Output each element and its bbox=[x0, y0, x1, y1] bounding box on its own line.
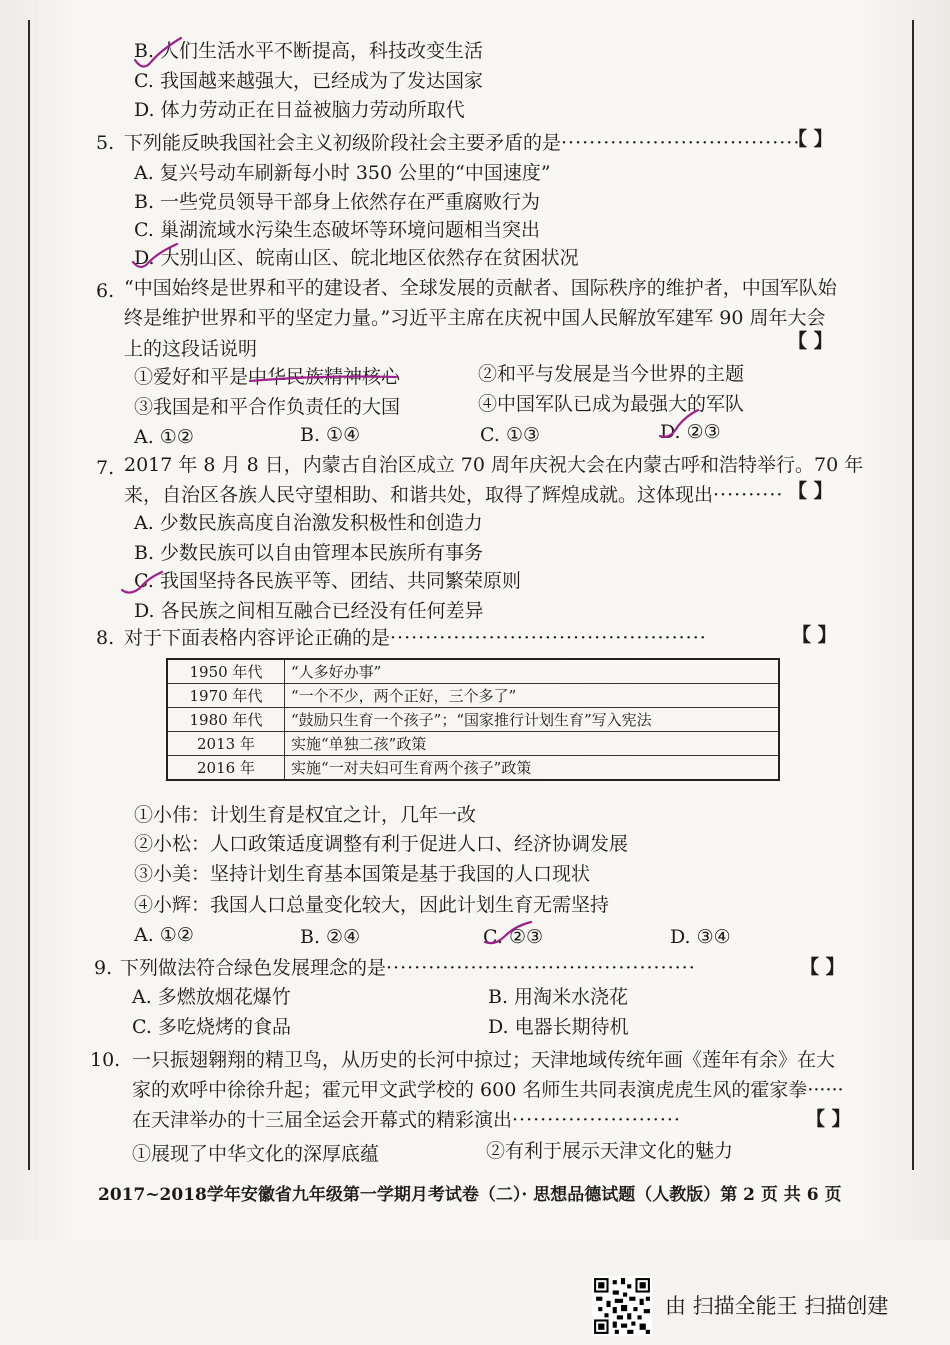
q7-answer-bracket: 【 】 bbox=[788, 480, 833, 502]
q9-answer-bracket: 【 】 bbox=[800, 956, 845, 978]
q8-statement-2: ②小松：人口政策适度调整有利于促进人口、经济协调发展 bbox=[134, 833, 629, 855]
scanner-watermark-text: 由 扫描全能王 扫描创建 bbox=[665, 1294, 889, 1318]
q9-option-a: A. 多燃放烟花爆竹 bbox=[132, 986, 291, 1008]
table-text-cell: “一个不少，两个正好，三个多了” bbox=[285, 684, 780, 708]
q7-option-d: D. 各民族之间相互融合已经没有任何差异 bbox=[134, 600, 484, 622]
q4-option-c: C. 我国越来越强大，已经成为了发达国家 bbox=[134, 70, 483, 92]
qr-code-icon bbox=[592, 1276, 652, 1336]
q8-stem: 对于下面表格内容评论正确的是············································· bbox=[124, 627, 707, 649]
q7-number: 7. bbox=[96, 457, 115, 479]
q8-option-a: A. ①② bbox=[134, 924, 194, 946]
q10-statement-2: ②有利于展示天津文化的魅力 bbox=[486, 1140, 734, 1162]
page-footer: 2017~2018学年安徽省九年级第一学期月考试卷（二）· 思想品德试题（人教版）第 2 页 共 6 页 bbox=[98, 1185, 842, 1205]
check-mark-q7 bbox=[122, 572, 162, 593]
q8-option-c: C. ②③ bbox=[483, 926, 544, 948]
q6-stem-line-3: 上的这段话说明 bbox=[124, 338, 258, 360]
table-year-cell: 2016 年 bbox=[167, 756, 285, 781]
q8-statement-1: ①小伟：计划生育是权宜之计，几年一改 bbox=[134, 804, 477, 826]
q6-option-d: D. ②③ bbox=[660, 421, 721, 443]
table-year-cell: 1980 年代 bbox=[167, 708, 285, 732]
q8-number: 8. bbox=[96, 627, 115, 649]
table-text-cell: “人多好办事” bbox=[285, 659, 780, 684]
q6-number: 6. bbox=[96, 280, 115, 302]
q6-option-a: A. ①② bbox=[134, 426, 194, 448]
q6-stem-line-1: “中国始终是世界和平的建设者、全球发展的贡献者、国际秩序的维护者，中国军队始 bbox=[124, 277, 837, 299]
q10-stem-line-2: 家的欢呼中徐徐升起；霍元甲文武学校的 600 名师生共同表演虎虎生风的霍家拳······ bbox=[132, 1079, 844, 1101]
q4-option-b: B. 人们生活水平不断提高，科技改变生活 bbox=[134, 40, 484, 62]
table-year-cell: 1970 年代 bbox=[167, 684, 285, 708]
q6-statement-4: ④中国军队已成为最强大的军队 bbox=[478, 393, 745, 415]
q5-option-a: A. 复兴号动车刷新每小时 350 公里的“中国速度” bbox=[134, 162, 551, 184]
q8-statement-4: ④小辉：我国人口总量变化较大，因此计划生育无需坚持 bbox=[134, 894, 610, 916]
table-year-cell: 1950 年代 bbox=[167, 659, 285, 684]
q6-answer-bracket: 【 】 bbox=[788, 330, 833, 352]
check-mark-q8 bbox=[485, 922, 531, 943]
check-mark-q6 bbox=[660, 410, 698, 437]
table-year-cell: 2013 年 bbox=[167, 732, 285, 756]
q5-number: 5. bbox=[96, 132, 115, 154]
q9-option-b: B. 用淘米水浇花 bbox=[488, 986, 629, 1008]
q6-statement-2: ②和平与发展是当今世界的主题 bbox=[478, 363, 745, 385]
check-mark-q5 bbox=[133, 244, 177, 267]
q7-stem-line-1: 2017 年 8 月 8 日，内蒙古自治区成立 70 周年庆祝大会在内蒙古呼和浩特举行。70 年 bbox=[124, 454, 864, 476]
q4-option-d: D. 体力劳动正在日益被脑力劳动所取代 bbox=[134, 99, 465, 121]
q5-answer-bracket: 【 】 bbox=[788, 128, 833, 150]
q5-option-d: D. 大别山区、皖南山区、皖北地区依然存在贫困状况 bbox=[134, 247, 579, 269]
q6-statement-3: ③我国是和平合作负责任的大国 bbox=[134, 396, 401, 418]
q6-option-b: B. ①④ bbox=[300, 424, 361, 446]
q9-number: 9. bbox=[94, 957, 113, 979]
q9-option-c: C. 多吃烧烤的食品 bbox=[132, 1016, 291, 1038]
q8-option-b: B. ②④ bbox=[300, 926, 361, 948]
q10-statement-1: ①展现了中华文化的深厚底蕴 bbox=[132, 1143, 380, 1165]
q10-number: 10. bbox=[90, 1049, 121, 1071]
q5-option-c: C. 巢湖流域水污染生态破坏等环境问题相当突出 bbox=[134, 219, 540, 241]
table-text-cell: “鼓励只生育一个孩子”；“国家推行计划生育”写入宪法 bbox=[285, 708, 780, 732]
q8-statement-3: ③小美：坚持计划生育基本国策是基于我国的人口现状 bbox=[134, 863, 591, 885]
q10-stem-line-1: 一只振翅翱翔的精卫鸟，从历史的长河中掠过；天津地域传统年画《莲年有余》在大 bbox=[132, 1049, 836, 1071]
underline-q6 bbox=[250, 377, 396, 382]
q10-stem-line-3: 在天津举办的十三届全运会开幕式的精彩演出························ bbox=[132, 1109, 681, 1131]
table-text-cell: 实施“单独二孩”政策 bbox=[285, 732, 780, 756]
q9-stem: 下列做法符合绿色发展理念的是············································ bbox=[120, 957, 696, 979]
check-mark-q4 bbox=[135, 38, 181, 67]
q8-option-d: D. ③④ bbox=[670, 926, 731, 948]
q7-option-b: B. 少数民族可以自由管理本民族所有事务 bbox=[134, 542, 484, 564]
q5-option-b: B. 一些党员领导干部身上依然存在严重腐败行为 bbox=[134, 191, 541, 213]
q6-option-c: C. ①③ bbox=[480, 424, 541, 446]
table-text-cell: 实施“一对夫妇可生育两个孩子”政策 bbox=[285, 756, 780, 781]
q5-stem: 下列能反映我国社会主义初级阶段社会主要矛盾的是·································· bbox=[124, 132, 801, 154]
q7-option-c: C. 我国坚持各民族平等、团结、共同繁荣原则 bbox=[134, 570, 521, 592]
q6-stem-line-2: 终是维护世界和平的坚定力量。”习近平主席在庆祝中国人民解放军建军 90 周年大会 bbox=[124, 307, 826, 329]
q8-answer-bracket: 【 】 bbox=[792, 624, 837, 646]
q9-option-d: D. 电器长期待机 bbox=[488, 1016, 629, 1038]
q7-option-a: A. 少数民族高度自治激发积极性和创造力 bbox=[134, 512, 483, 534]
q7-stem-line-2: 来，自治区各族人民守望相助、和谐共处，取得了辉煌成就。这体现出·········· bbox=[124, 484, 784, 506]
q10-answer-bracket: 【 】 bbox=[806, 1108, 851, 1130]
q6-statement-1: ①爱好和平是中华民族精神核心 bbox=[134, 366, 401, 388]
